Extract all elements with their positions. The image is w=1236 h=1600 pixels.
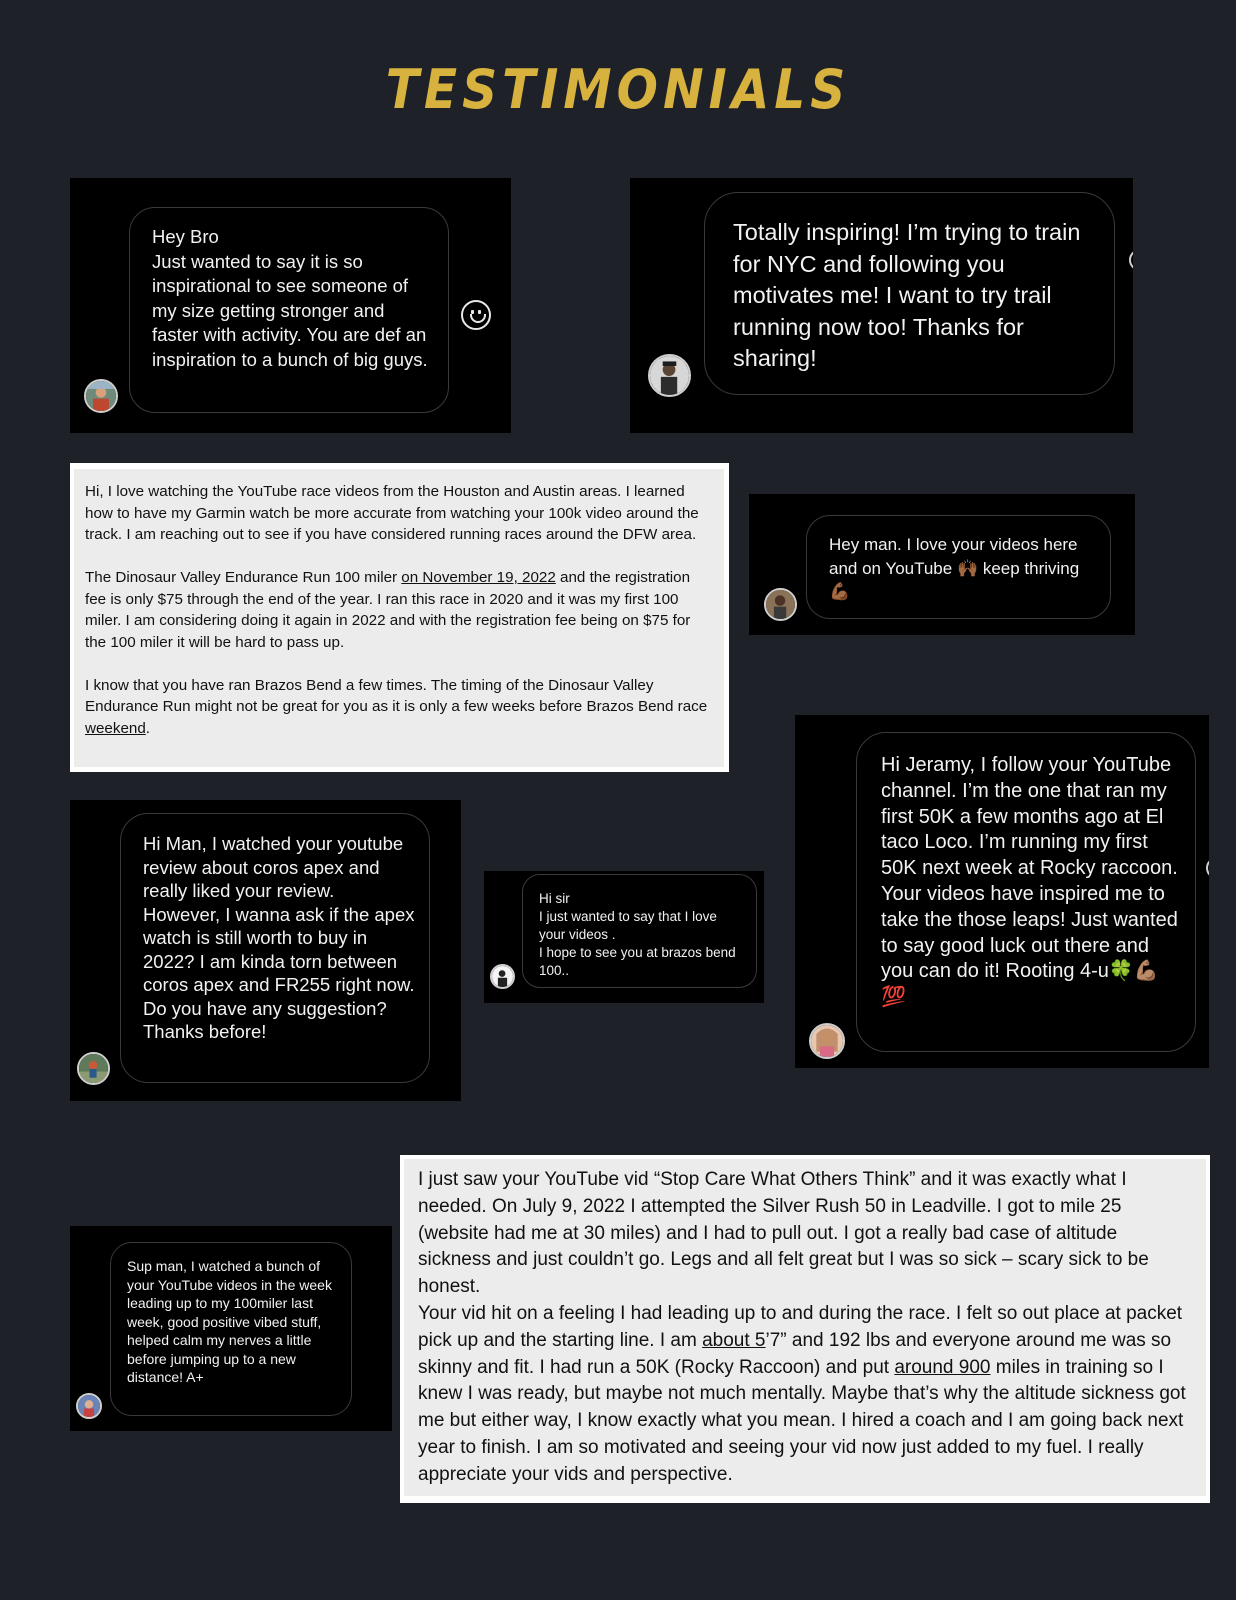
date-link[interactable]: on November 19, 2022	[401, 569, 556, 586]
avatar-icon	[76, 1393, 102, 1419]
message-bubble: Hey man. I love your videos here and on YouTube 🙌🏾 keep thriving 💪🏾	[806, 515, 1111, 619]
testimonial-email-card	[400, 1155, 1210, 1503]
email-paragraph: Your vid hit on a feeling I had leading up to and during the race. I felt so out place at packet pick up and the starting line. I am about 5’7” and 192 lbs and everyone around me was so skinny and fit. I had run a 50K (Rocky Raccoon) and put around 900 miles in training so I knew I was ready, but maybe not much mentally. Maybe that’s why the altitude sickness got me but either way, I know exactly what you mean. I hired a coach and I am going back next year to finish. I am so motivated and seeing your vid now just added to my fuel. I really appreciate your vids and perspective.	[418, 1302, 1186, 1485]
email-paragraph: I just saw your YouTube vid “Stop Care What Others Think” and it was exactly what I needed. On July 9, 2022 I attempted the Silver Rush 50 in Leadville. I got to mile 25 (website had me at 30 miles) and I had to pull out. I got a really bad case of altitude sickness and just couldn’t go. Legs and all felt great but I was so sick – scary sick to be honest.	[418, 1169, 1149, 1298]
testimonial-card	[749, 494, 1135, 635]
message-bubble: Hi Jeramy, I follow your YouTube channel. I’m the one that ran my first 50K a few months ago at El taco Loco. I’m running my first 50K next week at Rocky raccoon. Your videos have inspired me to take the those leaps! Just wanted to say good luck out there and you can do it! Rooting 4-u🍀💪🏽💯	[856, 732, 1196, 1052]
testimonial-card	[70, 800, 461, 1101]
avatar-icon	[648, 354, 691, 397]
testimonial-card	[795, 715, 1209, 1068]
message-bubble: Totally inspiring! I’m trying to train for NYC and following you motivates me! I want to try trail running now too! Thanks for sharing!	[704, 192, 1115, 395]
height-link[interactable]: about 5	[702, 1329, 766, 1351]
testimonial-card	[484, 871, 764, 1003]
avatar-icon	[764, 588, 797, 621]
testimonial-email-card	[70, 463, 729, 772]
smiley-icon[interactable]	[461, 300, 491, 330]
avatar-icon	[84, 379, 118, 413]
message-bubble: Hi Man, I watched your youtube review about coros apex and really liked your review. However, I wanna ask if the apex watch is still worth to buy in 2022? I am kinda torn between coros apex and FR255 right now. Do you have any suggestion? Thanks before!	[120, 813, 430, 1083]
email-paragraph: The Dinosaur Valley Endurance Run 100 miler on November 19, 2022 and the registration fee is only $75 through the end of the year. I ran this race in 2020 and it was my first 100 miler. I am considering doing it again in 2022 and with the registration fee being on $75 for the 100 miler it will be hard to pass up.	[85, 569, 691, 651]
partial-circle-icon	[1206, 857, 1209, 879]
message-bubble: Hey Bro Just wanted to say it is so inspirational to see someone of my size getting stronger and faster with activity. You are def an inspiration to a bunch of big guys.	[129, 207, 449, 413]
partial-circle-icon	[1129, 249, 1133, 271]
avatar-icon	[77, 1052, 110, 1085]
avatar-icon	[809, 1023, 845, 1059]
mileage-link[interactable]: around 900	[894, 1356, 991, 1378]
email-paragraph: I know that you have ran Brazos Bend a few times. The timing of the Dinosaur Valley Endurance Run might not be great for you as it is only a few weeks before Brazos Bend race weekend.	[85, 676, 708, 737]
page-title: TESTIMONIALS	[385, 58, 851, 121]
message-bubble: Hi sir I just wanted to say that I love your videos . I hope to see you at brazos bend 100..	[522, 874, 757, 988]
testimonial-card	[630, 178, 1133, 433]
weekend-link[interactable]: weekend	[85, 719, 146, 737]
message-bubble: Sup man, I watched a bunch of your YouTube videos in the week leading up to my 100miler last week, good positive vibed stuff, helped calm my nerves a little before jumping up to a new distance! A+	[110, 1242, 352, 1416]
avatar-icon	[490, 964, 515, 989]
testimonial-card	[70, 1226, 392, 1431]
email-paragraph: Hi, I love watching the YouTube race videos from the Houston and Austin areas. I learned how to have my Garmin watch be more accurate from watching your 100k video around the track. I am reaching out to see if you have considered running races around the DFW area.	[85, 483, 699, 543]
testimonial-card	[70, 178, 511, 433]
